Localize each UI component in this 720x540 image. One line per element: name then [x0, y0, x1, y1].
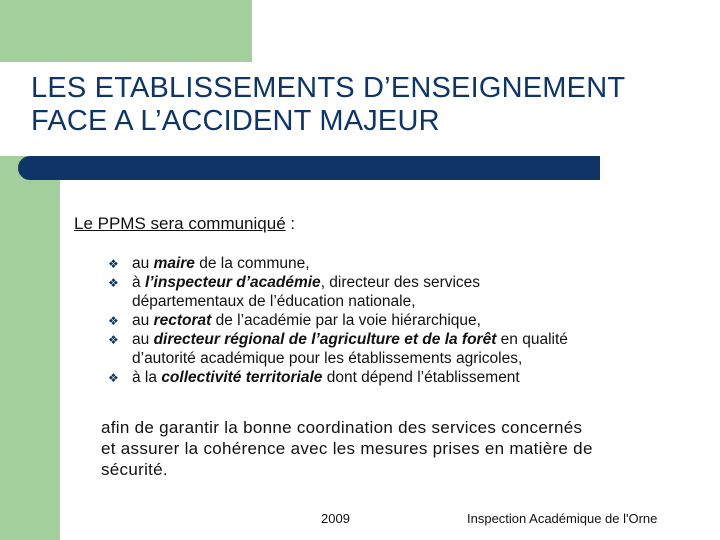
bullet-emphasis: rectorat: [153, 312, 212, 329]
diamond-bullet-icon: ❖: [108, 333, 119, 347]
title-line-1: LES ETABLISSEMENTS D’ENSEIGNEMENT: [31, 72, 626, 104]
diamond-bullet-icon: ❖: [108, 314, 119, 328]
bullet-text: , directeur des services: [320, 274, 481, 291]
diamond-bullet-icon: ❖: [108, 257, 119, 271]
bullet-text: à: [132, 274, 145, 291]
footer-organization: Inspection Académique de l'Orne: [467, 511, 658, 526]
bullet-emphasis: maire: [153, 255, 195, 272]
list-item: [108, 368, 688, 387]
diamond-bullet-icon: ❖: [108, 276, 119, 290]
bullet-text-continued: d’autorité académique pour les établissements agricoles,: [132, 350, 523, 367]
closing-line-3: sécurité.: [101, 460, 168, 479]
bullet-text: dont dépend l’établissement: [322, 369, 520, 386]
bullet-text: au: [132, 331, 154, 348]
bullet-text: en qualité: [496, 331, 568, 348]
closing-line-1: afin de garantir la bonne coordination des services concernés: [101, 418, 583, 437]
bullet-text: au: [132, 255, 154, 272]
intro-suffix: :: [285, 214, 296, 233]
title-line-2: FACE A L’ACCIDENT MAJEUR: [31, 105, 440, 137]
title-divider-bar: [18, 156, 600, 180]
bullet-text: de l’académie par la voie hiérarchique,: [211, 312, 481, 329]
slide-title: [31, 72, 625, 138]
list-item: [108, 330, 688, 368]
closing-paragraph: [101, 417, 593, 480]
recipient-list: [108, 254, 688, 387]
list-item: [108, 311, 688, 330]
list-item: [108, 273, 688, 311]
bullet-text: à la: [132, 369, 162, 386]
diamond-bullet-icon: ❖: [108, 371, 119, 385]
bullet-text-continued: départementaux de l’éducation nationale,: [132, 293, 416, 310]
intro-underlined: Le PPMS sera communiqué: [74, 214, 286, 233]
footer-year: 2009: [321, 511, 350, 526]
intro-text: [74, 214, 295, 234]
bullet-emphasis: collectivité territoriale: [161, 369, 323, 386]
bullet-text: au: [132, 312, 154, 329]
closing-line-2: et assurer la cohérence avec les mesures prises en matière de: [101, 439, 593, 458]
bullet-emphasis: directeur régional de l’agriculture et de la forêt: [153, 331, 497, 348]
bullet-emphasis: l’inspecteur d’académie: [144, 274, 321, 291]
bullet-text: de la commune,: [194, 255, 310, 272]
list-item: [108, 254, 688, 273]
